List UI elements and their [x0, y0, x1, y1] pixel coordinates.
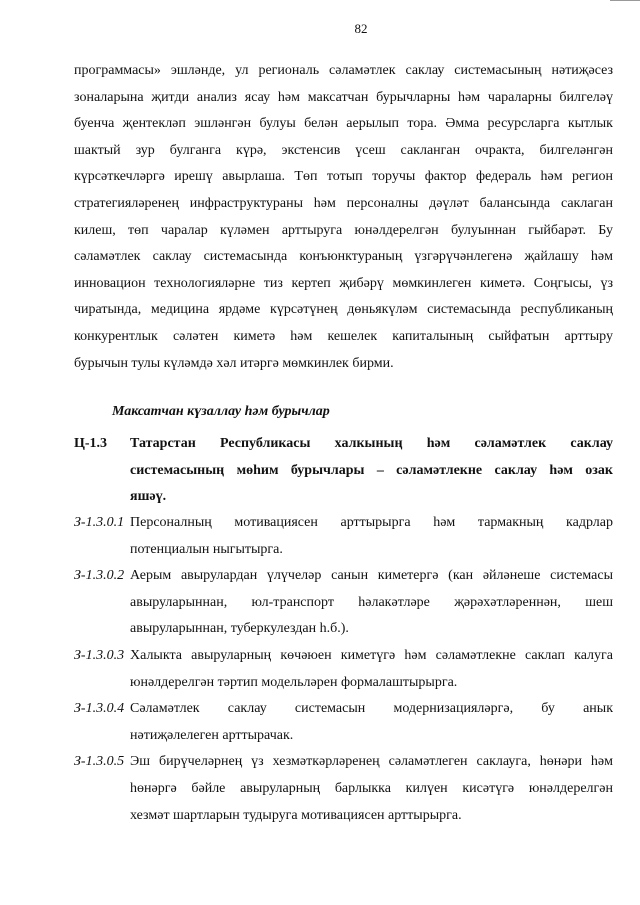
task-line: хезмәт шартларын тудыруга мотивациясен арттырырга.	[130, 807, 462, 823]
paragraph-line: инновацион технологияләрне тиз кертеп җибәрү мөмкинлеген киметә. Соңгысы, үз	[74, 275, 613, 291]
goal-line: системасының мөһим бурычлары – сәламәтлекне саклау һәм озак	[130, 462, 613, 478]
paragraph-line: зоналарына җитди анализ ясау һәм максатчан бурычларны һәм чараларны билгеләү	[74, 89, 613, 105]
task-text	[130, 563, 613, 643]
task-line: һөнәргә бәйле авыруларның барлыкка килүен кисәтүгә юнәлдерелгән	[130, 780, 613, 796]
task-line: нәтиҗәлелеген арттырачак.	[130, 727, 294, 743]
task-list	[74, 510, 613, 829]
paragraph-line: чиратында, медицина ярдәме күрсәтүнең дөньякүләм системасында республиканың	[74, 302, 613, 318]
task-text	[130, 696, 613, 749]
task-code: З-1.3.0.3	[74, 647, 125, 663]
task-line: потенциалын ныгытырга.	[130, 541, 283, 557]
section-heading: Максатчан күзаллау һәм бурычлар	[112, 404, 330, 419]
task-line: авыруларыннан, юл-транспорт һәлакәтләре җәрәхәтләреннән, шеш	[130, 594, 613, 610]
goal-text	[130, 431, 613, 511]
paragraph-line: шактый зур булганга күрә, экстенсив үсеш сакланган очракта, билгеләнгән	[74, 142, 613, 158]
task-text	[130, 510, 613, 563]
task-line: Халыкта авыруларның көчәюен киметүгә һәм сәламәтлекне саклап калуга	[130, 647, 613, 663]
task-text	[130, 749, 613, 829]
goal-line: Татарстан Республикасы халкының һәм сәламәтлек саклау	[130, 436, 613, 451]
task-code: З-1.3.0.1	[74, 515, 125, 530]
goal-code: Ц-1.3	[74, 436, 108, 451]
task-line: Аерым авырулардан үлүчеләр санын киметергә (кан әйләнеше системасы	[130, 568, 613, 584]
paragraph-line: бурычын тулы күләмдә хәл итәргә мөмкинлек бирми.	[74, 355, 394, 371]
task-code: З-1.3.0.4	[74, 701, 125, 717]
task-text	[130, 643, 613, 696]
task-code: З-1.3.0.5	[74, 754, 125, 770]
task-code: З-1.3.0.2	[74, 568, 125, 584]
paragraph-line: сәламәтлек саклау системасында конъюнктураның үзгәрүчәнлегенә җайлашу һәм	[74, 249, 613, 265]
paragraph-line: стратегияләренең инфраструктураны һәм персоналны дәүләт балансында саклаган	[74, 195, 613, 211]
task-item	[74, 696, 613, 749]
paragraph-line: буенча җентекләп эшләнгән булуы белән аерылып тора. Әмма ресурсларга кытлык	[74, 116, 613, 132]
paragraph-line: күрсәткечләргә ирешү авырлаша. Төп тотып торучы фактор федераль һәм регион	[74, 169, 613, 185]
task-line: Эш бирүчеләрнең үз хезмәткәрләренең сәламәтлеген саклауга, һөнәри һәм	[130, 754, 613, 770]
task-item	[74, 563, 613, 643]
task-line: авыруларыннан, туберкулездан һ.б.).	[130, 621, 349, 637]
task-line: Сәламәтлек саклау системасын модернизацияләргә, бу анык	[130, 701, 613, 717]
paragraph-line: программасы» эшләнде, ул региональ сәламәтлек саклау системасының нәтиҗәсез	[74, 63, 613, 78]
task-line: юнәлдерелгән тәртип модельләрен формалаштырырга.	[130, 674, 458, 690]
goal-line: яшәү.	[130, 489, 167, 505]
task-item	[74, 749, 613, 829]
task-item	[74, 643, 613, 696]
page-number: 82	[354, 21, 368, 36]
paragraph-line: килеш, төп чаралар күләмен арттыруга юнәлдерелгән булуыннан гыйбарәт. Бу	[74, 222, 613, 238]
task-line: Персоналның мотивациясен арттырырга һәм тармакның кадрлар	[130, 515, 613, 530]
task-item	[74, 510, 613, 563]
intro-paragraph	[74, 58, 613, 377]
paragraph-line: конкурентлык сәләтен киметә һәм кешелек капиталының сыйфатын арттыру	[74, 328, 613, 344]
corner-rule	[610, 0, 640, 1]
